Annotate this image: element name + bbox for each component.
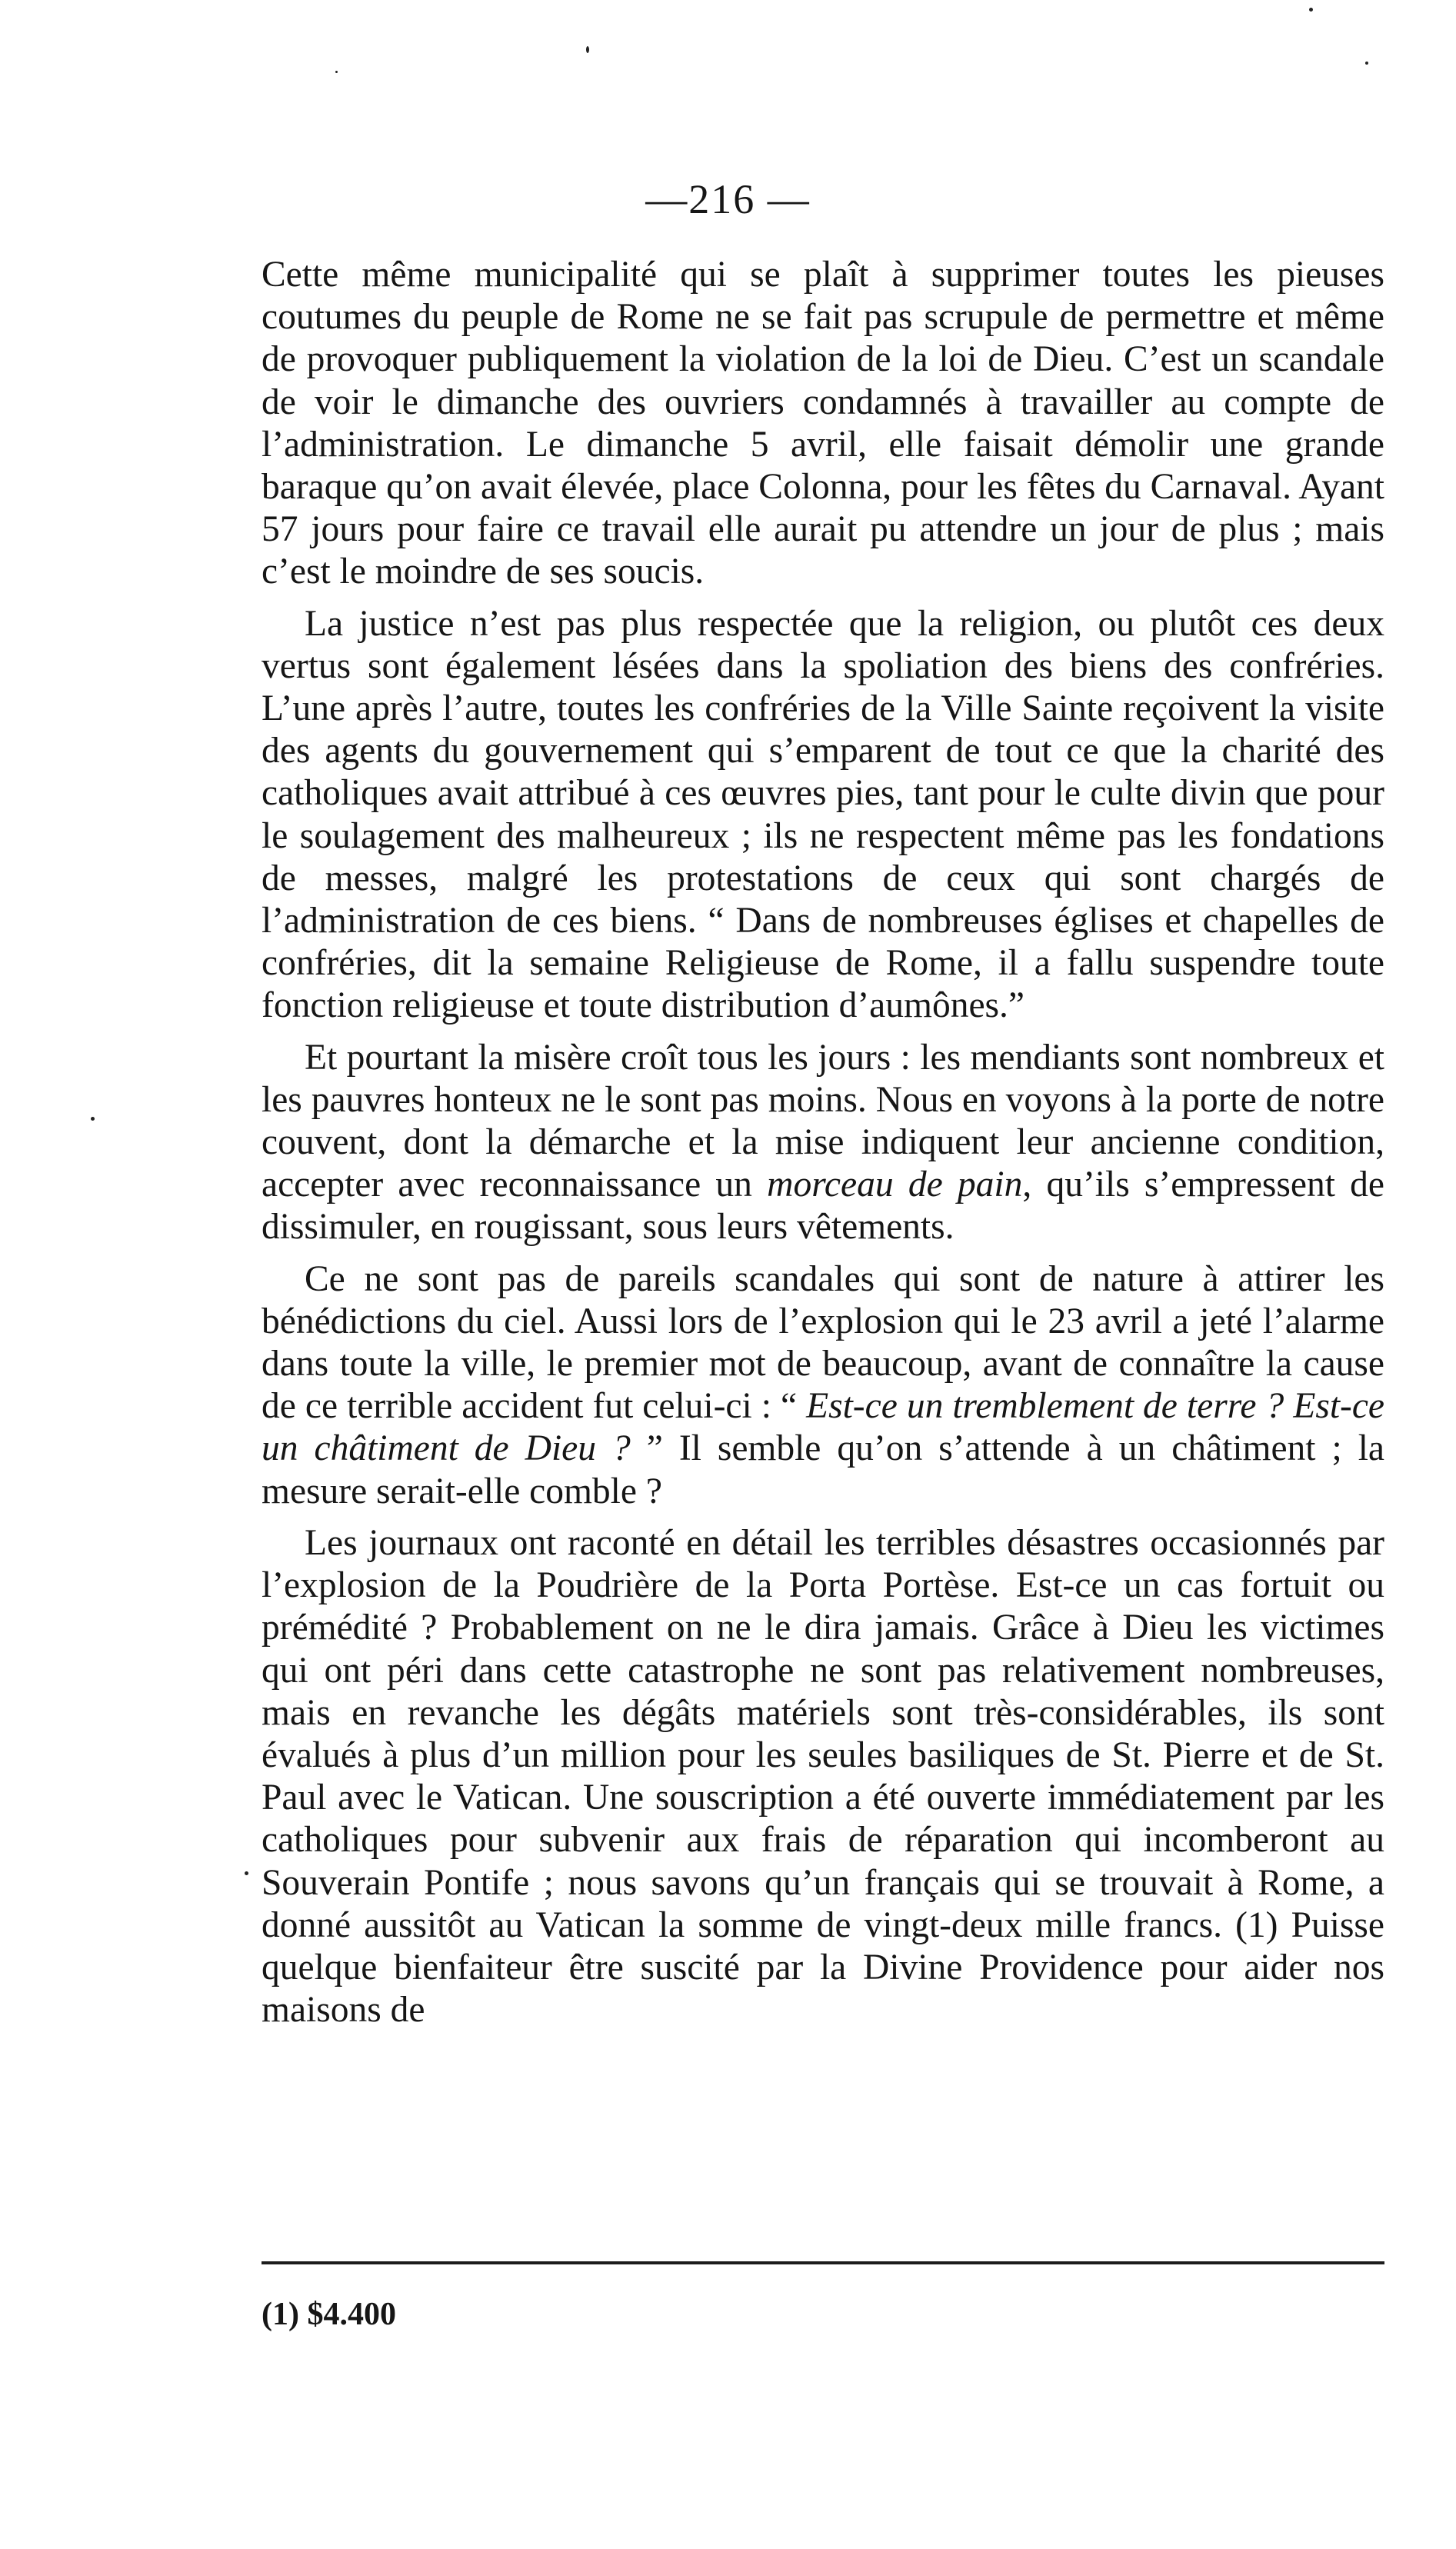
italic-text: Est-ce un tremblement de terre ? Est-ce un châtiment de Dieu ? bbox=[262, 1386, 1384, 1469]
text-run: ” Il semble qu’on s’attende à un châtiment ; la mesure serait-elle comble ? bbox=[262, 1428, 1384, 1511]
scan-speck bbox=[1309, 8, 1313, 12]
text-run: La justice n’est pas plus respectée que la religion, ou plutôt ces deux vertus sont également lésées dans la spoliation des biens des confréries. L’une après l’autre, toutes les confréries de la Ville Sainte reçoivent la visite des agents du gouvernement qui s’emparent de tout ce que la charité des catholiques avait attribué à ces œuvres pies, tant pour le culte divin que pour le soulagement des malheureux ; ils ne respectent même pas les fondations de messes, malgré les protestations de ceux qui sont chargés de l’administration de ces biens. “ Dans de nombreuses églises et chapelles de confréries, dit la semaine Religieuse de Rome, il a fallu suspendre toute fonction religieuse et toute distribution d’aumônes.” bbox=[262, 603, 1384, 1026]
scan-speck bbox=[1365, 62, 1368, 65]
body-text bbox=[262, 254, 1384, 2041]
paragraph bbox=[262, 1258, 1384, 1513]
paragraph bbox=[262, 254, 1384, 594]
text-run: , qu’ils s’empressent de dissimuler, en rougissant, sous leurs vêtements. bbox=[262, 1165, 1384, 1248]
italic-text: morceau de pain bbox=[767, 1165, 1023, 1205]
scan-speck bbox=[586, 46, 589, 53]
scan-speck bbox=[245, 1871, 248, 1875]
text-run: Cette même municipalité qui se plaît à supprimer toutes les pieuses coutumes du peuple de Rome ne se fait pas scrupule de permettre et même de provoquer publiquement la violation de la loi de Dieu. C’est un scandale de voir le dimanche des ouvriers condamnés à travailler au compte de l’administration. Le dimanche 5 avril, elle faisait démolir une grande baraque qu’on avait élevée, place Colonna, pour les fêtes du Carnaval. Ayant 57 jours pour faire ce travail elle aurait pu attendre un jour de plus ; mais c’est le moindre de ses soucis. bbox=[262, 255, 1384, 592]
text-run: Ce ne sont pas de pareils scandales qui sont de nature à attirer les bénédictions du ciel. Aussi lors de l’explosion qui le 23 avril a jeté l’alarme dans toute la ville, le premier mot de beaucoup, avant de connaître la cause de ce terrible accident fut celui-ci : “ bbox=[262, 1258, 1384, 1427]
footnote: (1) $4.400 bbox=[262, 2297, 396, 2332]
scan-speck bbox=[335, 71, 338, 73]
paragraph bbox=[262, 1522, 1384, 2031]
paragraph bbox=[262, 603, 1384, 1028]
paragraph bbox=[262, 1037, 1384, 1249]
text-run: Et pourtant la misère croît tous les jours : les mendiants sont nombreux et les pauvres honteux ne le sont pas moins. Nous en voyons à la porte de notre couvent, dont la démarche et la mise indiquent leur ancienne condition, accepter avec reconnaissance un bbox=[262, 1037, 1384, 1205]
scan-speck bbox=[91, 1117, 95, 1121]
text-run: Les journaux ont raconté en détail les terribles désastres occasionnés par l’explosion de la Poudrière de la Porta Portèse. Est-ce un cas fortuit ou prémédité ? Probablement on ne le dira jamais. Grâce à Dieu les victimes qui ont péri dans cette catastrophe ne sont pas relativement nombreuses, mais en revanche les dégâts matériels sont très-considérables, ils sont évalués à plus d’un million pour les seules basiliques de St. Pierre et de St. Paul avec le Vatican. Une souscription a été ouverte immédiatement par les catholiques pour subvenir aux frais de réparation qui incomberont au Souverain Pontife ; nous savons qu’un français qui se trouvait à Rome, a donné aussitôt au Vatican la somme de vingt-deux mille francs. (1) Puisse quelque bienfaiteur être suscité par la Divine Providence pour aider nos maisons de bbox=[262, 1522, 1384, 2031]
footnote-rule bbox=[262, 2261, 1384, 2264]
page-number: —216 — bbox=[645, 176, 811, 222]
